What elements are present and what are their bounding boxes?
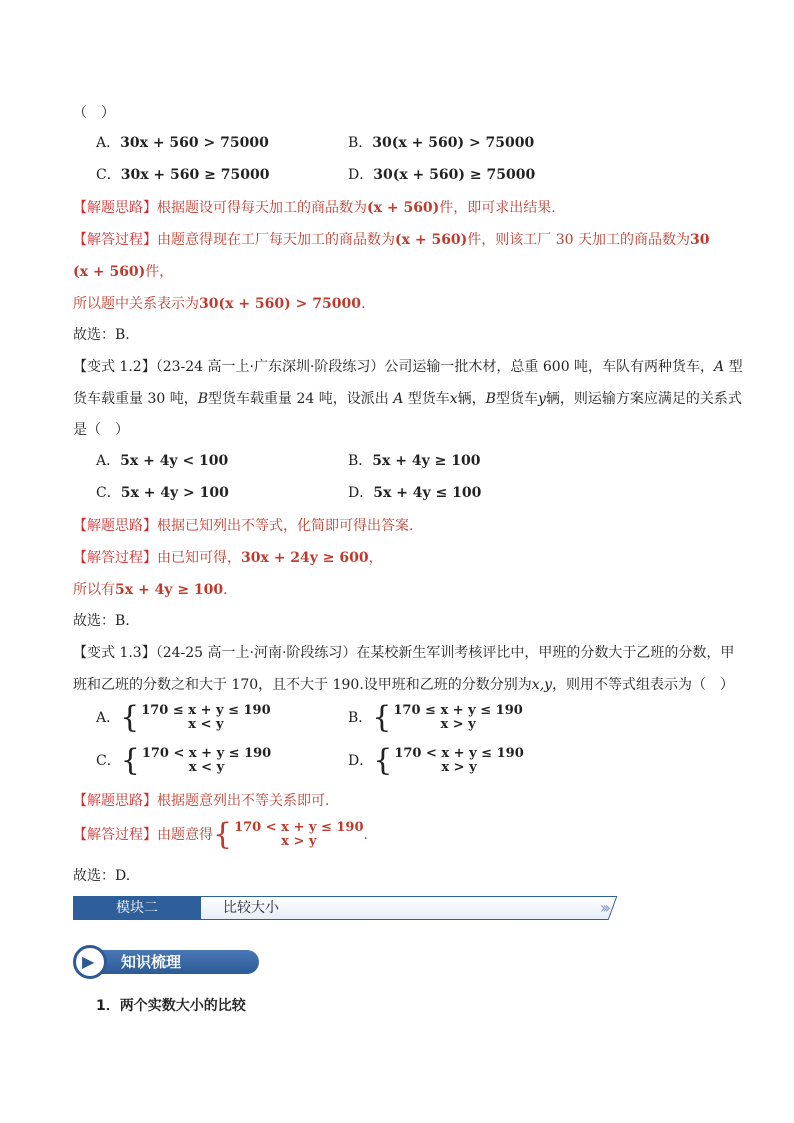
q2-relation: 所以有5x + 4y ≥ 100. [73, 582, 228, 598]
q1-option-b: B．30(x + 560) > 75000 [348, 135, 535, 151]
q1-solution-idea: 【解题思路】根据题设可得每天加工的商品数为(x + 560)件，即可求出结果. [73, 200, 556, 216]
chevrons-icon: ››› [599, 898, 607, 917]
q2-stem-line3: 是（ ） [73, 422, 129, 438]
section-pill-circle [73, 945, 107, 979]
subsection-heading: 1．两个实数大小的比较 [96, 998, 246, 1014]
q1-option-d: D．30(x + 560) ≥ 75000 [348, 167, 536, 183]
q1-solution-process-cont: (x + 560)件， [73, 264, 174, 280]
q3-stem-line2: 班和乙班的分数之和大于 170，且不大于 190.设甲班和乙班的分数分别为x,y，则用不等式组表示为（ ） [73, 677, 735, 693]
q2-option-d: D．5x + 4y ≤ 100 [348, 485, 482, 501]
q1-solution-process: 【解答过程】由题意得现在工厂每天加工的商品数为(x + 560)件，则该工厂 30 天加工的商品数为30 [73, 232, 710, 248]
q2-option-c: C．5x + 4y > 100 [96, 485, 229, 501]
q3-option-d: D． { 170 < x + y ≤ 190 x > y [348, 743, 524, 778]
q3-stem-line1: 【变式 1.3】（24-25 高一上·河南·阶段练习）在某校新生军训考核评比中，甲班的分数大于乙班的分数，甲 [73, 645, 735, 661]
q2-solution-process: 【解答过程】由已知可得，30x + 24y ≥ 600， [73, 550, 383, 566]
q3-option-b: B． { 170 ≤ x + y ≤ 190 x > y [348, 700, 523, 735]
q3-solution-idea: 【解题思路】根据题意列出不等关系即可. [73, 793, 330, 809]
section-pill [73, 945, 259, 979]
q2-solution-idea: 【解题思路】根据已知列出不等式，化简即可得出答案. [73, 518, 414, 534]
double-arrow-icon: ▶ [82, 952, 95, 971]
q3-solution-process: 【解答过程】由题意得 { 170 < x + y ≤ 190 x > y . [73, 817, 368, 852]
module-label: 模块二 [73, 896, 201, 920]
module-banner [73, 896, 613, 920]
q2-stem-line2: 货车载重量 30 吨，B型货车载重量 24 吨，设派出 A 型货车x辆，B型货车y辆，则运输方案应满足的关系式 [73, 391, 742, 407]
q2-option-a: A．5x + 4y < 100 [96, 453, 229, 469]
q3-option-a: A． { 170 ≤ x + y ≤ 190 x < y [96, 700, 271, 735]
q1-option-c: C．30x + 560 ≥ 75000 [96, 167, 270, 183]
q1-option-a: A．30x + 560 > 75000 [96, 135, 269, 151]
q2-option-b: B．5x + 4y ≥ 100 [348, 453, 481, 469]
q1-paren: （ ） [73, 105, 115, 121]
section-title: 知识梳理 [121, 953, 182, 971]
module-title: 比较大小 [223, 900, 279, 916]
q3-option-c: C． { 170 < x + y ≤ 190 x < y [96, 743, 272, 778]
q3-answer: 故选：D. [73, 868, 131, 884]
q2-answer: 故选：B. [73, 613, 130, 629]
q2-stem-line1: 【变式 1.2】（23-24 高一上·广东深圳·阶段练习）公司运输一批木材，总重 600 吨，车队有两种货车，A 型 [73, 359, 743, 375]
q1-relation: 所以题中关系表示为30(x + 560) > 75000. [73, 296, 366, 312]
q1-answer: 故选：B. [73, 327, 130, 343]
